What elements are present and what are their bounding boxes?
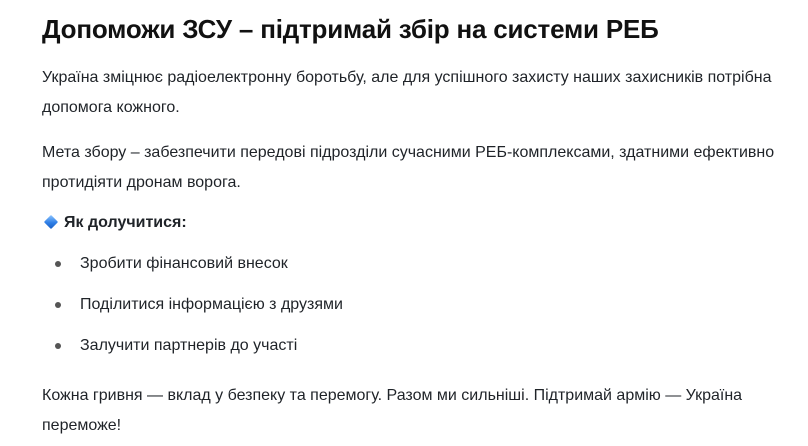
bullet-icon: [55, 261, 61, 267]
bullet-icon: [55, 343, 61, 349]
small-blue-diamond-icon: [42, 215, 64, 231]
goal-paragraph: Мета збору – забезпечити передові підрозділи сучасними РЕБ-комплексами, здатними ефективно протидіяти дронам ворога.: [42, 144, 775, 191]
list-item-label: Зробити фінансовий внесок: [80, 255, 288, 272]
list-item: [42, 249, 343, 290]
list-item: [42, 290, 343, 331]
how-to-join-label: Як долучитися:: [64, 214, 187, 231]
list-item-label: Залучити партнерів до участі: [80, 337, 298, 354]
intro-paragraph: Україна зміцнює радіоелектронну боротьбу, але для успішного захисту наших захисників потрібна допомога кожного.: [42, 69, 772, 116]
bullet-icon: [55, 302, 61, 308]
how-to-join-heading: [42, 208, 187, 238]
actions-list: [42, 249, 343, 372]
list-item: [42, 331, 343, 372]
list-item-label: Поділитися інформацією з друзями: [80, 296, 343, 313]
page-title: Допоможи ЗСУ – підтримай збір на системи РЕБ: [42, 14, 659, 44]
closing-paragraph: Кожна гривня — вклад у безпеку та перемогу. Разом ми сильніші. Підтримай армію — Україна переможе!: [42, 387, 743, 434]
